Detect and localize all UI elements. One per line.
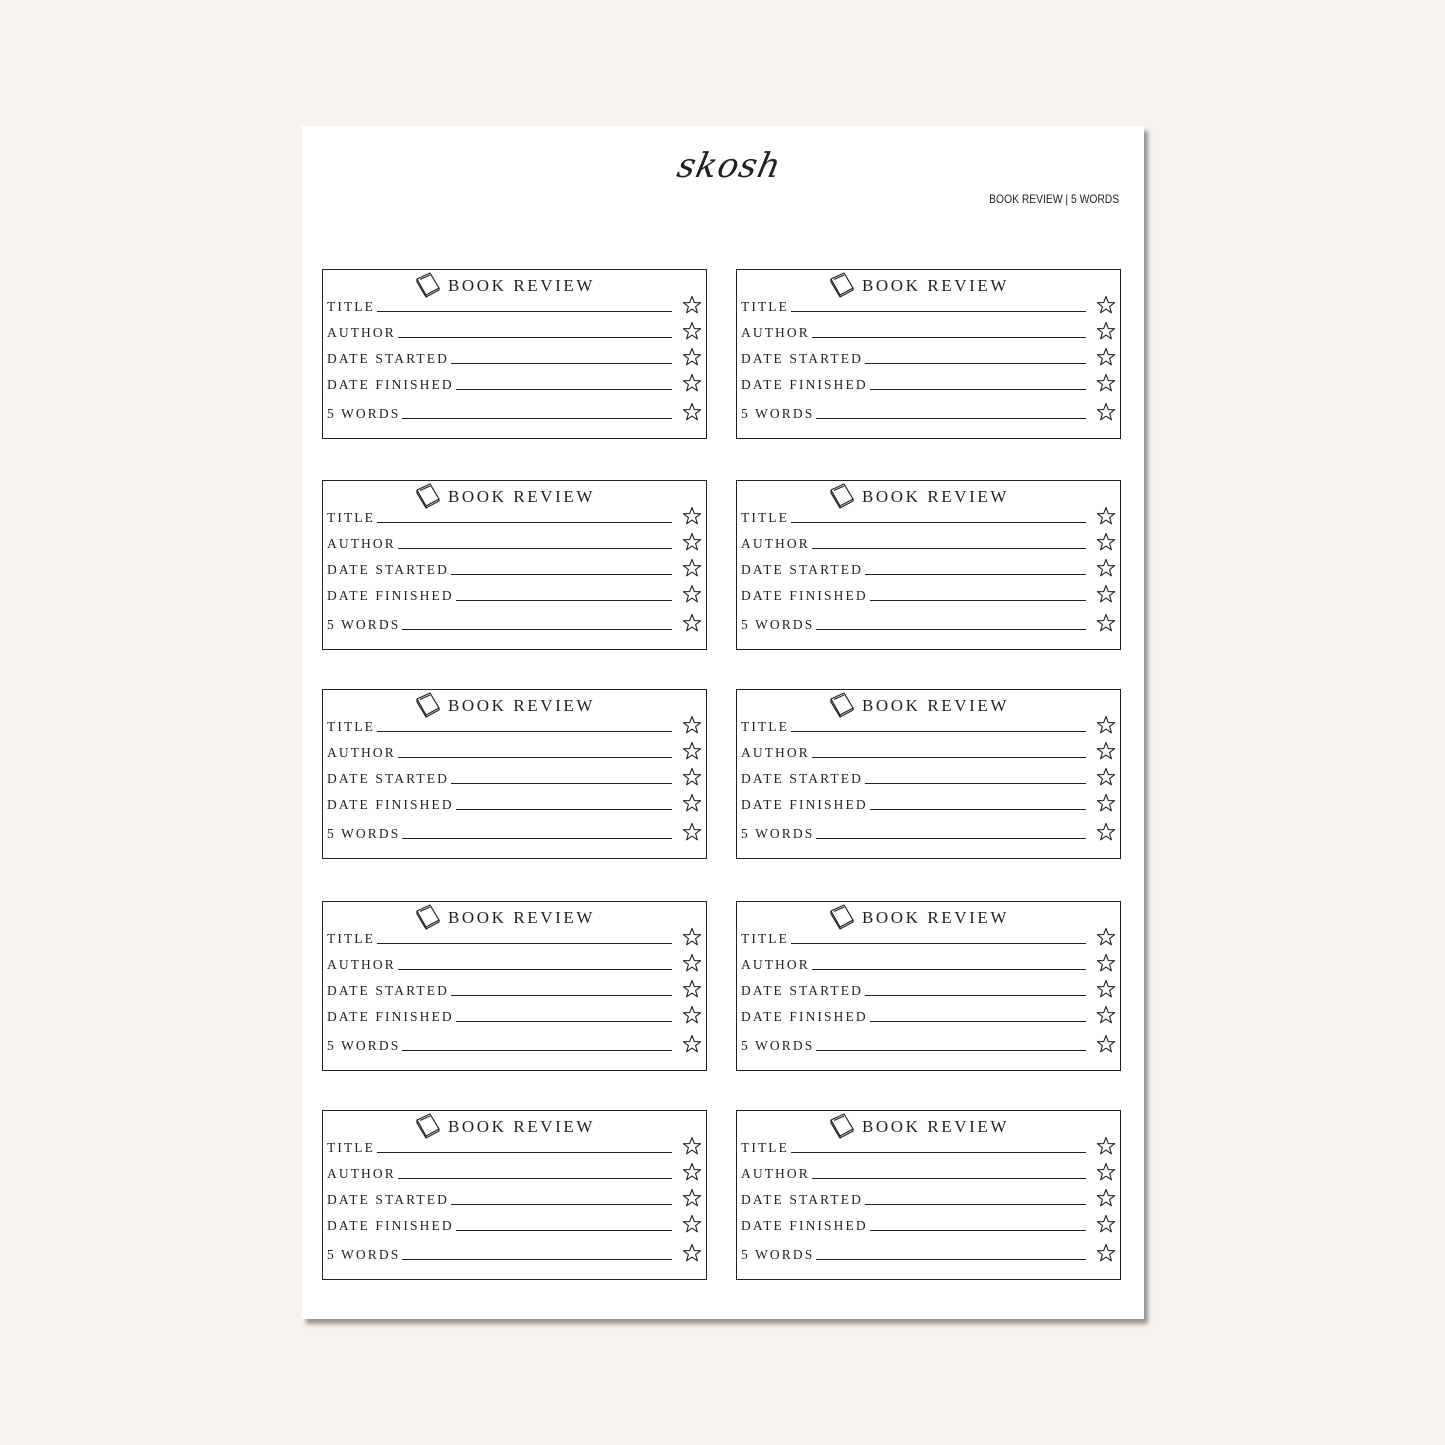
star-outline-icon[interactable] [682,1243,702,1263]
write-in-line[interactable] [791,943,1086,944]
card-title: BOOK REVIEW [861,908,1010,927]
star-outline-icon[interactable] [1096,767,1116,787]
book-review-card [736,1110,1121,1280]
review-field-row [327,710,702,736]
star-outline-icon[interactable] [682,715,702,735]
field-label: AUTHOR [327,745,396,760]
write-in-line[interactable] [865,363,1086,364]
field-label: AUTHOR [741,325,810,340]
card-title: BOOK REVIEW [861,696,1010,715]
book-review-card [736,480,1121,650]
review-field-row [327,1183,702,1209]
field-label: DATE STARTED [741,351,863,366]
star-outline-icon[interactable] [1096,321,1116,341]
star-outline-icon[interactable] [682,1162,702,1182]
write-in-line[interactable] [791,731,1086,732]
field-label: DATE FINISHED [327,797,454,812]
write-in-line[interactable] [816,1259,1086,1260]
card-title: BOOK REVIEW [861,276,1010,295]
star-outline-icon[interactable] [1096,953,1116,973]
book-review-card [322,689,707,859]
write-in-line[interactable] [791,522,1086,523]
write-in-line[interactable] [451,1204,672,1205]
card-title: BOOK REVIEW [861,1117,1010,1136]
write-in-line[interactable] [812,969,1086,970]
star-outline-icon[interactable] [682,506,702,526]
star-outline-icon[interactable] [682,558,702,578]
star-outline-icon[interactable] [682,373,702,393]
card-title: BOOK REVIEW [447,487,596,506]
field-label: 5 WORDS [741,826,815,841]
field-label: TITLE [741,931,789,946]
book-review-card [322,1110,707,1280]
star-outline-icon[interactable] [682,532,702,552]
write-in-line[interactable] [377,311,672,312]
field-label: TITLE [327,719,375,734]
field-label: AUTHOR [327,325,396,340]
field-label: DATE STARTED [741,1192,863,1207]
card-title: BOOK REVIEW [447,1117,596,1136]
star-outline-icon[interactable] [1096,613,1116,633]
sheet-subtitle: BOOK REVIEW | 5 WORDS [989,192,1119,206]
review-field-row [327,817,702,843]
book-review-card [736,901,1121,1071]
field-label: DATE STARTED [327,351,449,366]
brand-logo: skosh [673,146,786,186]
review-field-row [741,501,1116,527]
field-label: DATE STARTED [327,771,449,786]
card-title: BOOK REVIEW [447,908,596,927]
review-field-row [741,397,1116,423]
star-outline-icon[interactable] [1096,506,1116,526]
write-in-line[interactable] [377,522,672,523]
star-outline-icon[interactable] [682,584,702,604]
write-in-line[interactable] [451,574,672,575]
book-review-card [736,269,1121,439]
write-in-line[interactable] [791,1152,1086,1153]
book-review-card [322,901,707,1071]
review-field-row [327,1000,702,1026]
review-field-row [327,316,702,342]
star-outline-icon[interactable] [1096,347,1116,367]
write-in-line[interactable] [870,1230,1086,1231]
review-field-row [741,1209,1116,1235]
star-outline-icon[interactable] [1096,979,1116,999]
review-field-row [327,608,702,634]
field-label: DATE FINISHED [741,1218,868,1233]
star-outline-icon[interactable] [1096,1214,1116,1234]
write-in-line[interactable] [812,548,1086,549]
review-field-row [741,736,1116,762]
star-outline-icon[interactable] [1096,741,1116,761]
write-in-line[interactable] [398,969,672,970]
review-field-row [327,579,702,605]
field-label: AUTHOR [741,745,810,760]
book-review-card [322,480,707,650]
review-field-row [741,974,1116,1000]
review-field-row [741,1157,1116,1183]
write-in-line[interactable] [451,363,672,364]
review-field-row [741,342,1116,368]
review-field-row [327,342,702,368]
review-field-row [327,1209,702,1235]
field-label: 5 WORDS [741,617,815,632]
write-in-line[interactable] [816,1050,1086,1051]
star-outline-icon[interactable] [1096,532,1116,552]
star-outline-icon[interactable] [682,321,702,341]
star-outline-icon[interactable] [1096,584,1116,604]
field-label: DATE STARTED [327,983,449,998]
star-outline-icon[interactable] [1096,1136,1116,1156]
write-in-line[interactable] [451,995,672,996]
review-field-row [327,762,702,788]
field-label: 5 WORDS [327,617,401,632]
write-in-line[interactable] [402,838,672,839]
star-outline-icon[interactable] [682,793,702,813]
write-in-line[interactable] [402,1259,672,1260]
star-outline-icon[interactable] [682,822,702,842]
write-in-line[interactable] [865,1204,1086,1205]
field-label: DATE STARTED [327,562,449,577]
review-field-row [327,1029,702,1055]
field-label: TITLE [327,510,375,525]
field-label: DATE FINISHED [327,377,454,392]
review-field-row [327,788,702,814]
star-outline-icon[interactable] [1096,1005,1116,1025]
star-outline-icon[interactable] [682,347,702,367]
write-in-line[interactable] [870,809,1086,810]
star-outline-icon[interactable] [1096,373,1116,393]
review-field-row [741,762,1116,788]
star-outline-icon[interactable] [1096,822,1116,842]
star-outline-icon[interactable] [682,927,702,947]
star-outline-icon[interactable] [1096,793,1116,813]
write-in-line[interactable] [812,1178,1086,1179]
field-label: 5 WORDS [327,1247,401,1262]
field-label: 5 WORDS [327,1038,401,1053]
field-label: 5 WORDS [741,1038,815,1053]
star-outline-icon[interactable] [1096,715,1116,735]
write-in-line[interactable] [870,600,1086,601]
star-outline-icon[interactable] [682,979,702,999]
card-title: BOOK REVIEW [447,696,596,715]
review-field-row [741,1000,1116,1026]
review-field-row [741,608,1116,634]
star-outline-icon[interactable] [1096,1162,1116,1182]
star-outline-icon[interactable] [682,953,702,973]
card-title: BOOK REVIEW [447,276,596,295]
write-in-line[interactable] [398,1178,672,1179]
write-in-line[interactable] [865,783,1086,784]
star-outline-icon[interactable] [682,295,702,315]
write-in-line[interactable] [402,418,672,419]
review-field-row [327,1238,702,1264]
review-field-row [327,290,702,316]
star-outline-icon[interactable] [682,613,702,633]
star-outline-icon[interactable] [1096,927,1116,947]
field-label: DATE FINISHED [327,1218,454,1233]
write-in-line[interactable] [870,1021,1086,1022]
review-field-row [327,368,702,394]
review-field-row [327,1131,702,1157]
field-label: TITLE [327,931,375,946]
star-outline-icon[interactable] [1096,295,1116,315]
review-field-row [327,527,702,553]
write-in-line[interactable] [816,418,1086,419]
field-label: DATE FINISHED [327,588,454,603]
review-field-row [741,290,1116,316]
field-label: AUTHOR [741,957,810,972]
star-outline-icon[interactable] [682,767,702,787]
field-label: DATE STARTED [327,1192,449,1207]
field-label: TITLE [741,299,789,314]
review-field-row [327,948,702,974]
field-label: AUTHOR [327,536,396,551]
field-label: TITLE [741,1140,789,1155]
review-field-row [327,736,702,762]
write-in-line[interactable] [398,757,672,758]
field-label: TITLE [327,299,375,314]
star-outline-icon[interactable] [1096,402,1116,422]
write-in-line[interactable] [451,783,672,784]
review-field-row [327,501,702,527]
write-in-line[interactable] [816,838,1086,839]
card-title: BOOK REVIEW [861,487,1010,506]
planner-sheet [302,126,1144,1319]
star-outline-icon[interactable] [1096,558,1116,578]
star-outline-icon[interactable] [682,1188,702,1208]
write-in-line[interactable] [456,389,672,390]
field-label: 5 WORDS [327,826,401,841]
field-label: DATE FINISHED [741,1009,868,1024]
write-in-line[interactable] [402,629,672,630]
field-label: DATE FINISHED [327,1009,454,1024]
field-label: DATE STARTED [741,562,863,577]
review-field-row [741,1238,1116,1264]
review-field-row [327,397,702,423]
field-label: AUTHOR [741,536,810,551]
book-review-card [736,689,1121,859]
write-in-line[interactable] [377,943,672,944]
review-field-row [741,553,1116,579]
write-in-line[interactable] [456,1021,672,1022]
write-in-line[interactable] [870,389,1086,390]
review-field-row [741,817,1116,843]
review-field-row [741,527,1116,553]
review-field-row [327,922,702,948]
review-field-row [741,368,1116,394]
field-label: TITLE [327,1140,375,1155]
write-in-line[interactable] [377,731,672,732]
review-field-row [741,710,1116,736]
review-field-row [741,788,1116,814]
write-in-line[interactable] [816,629,1086,630]
write-in-line[interactable] [865,995,1086,996]
star-outline-icon[interactable] [682,1136,702,1156]
review-field-row [741,948,1116,974]
write-in-line[interactable] [398,337,672,338]
star-outline-icon[interactable] [1096,1188,1116,1208]
review-field-row [327,1157,702,1183]
write-in-line[interactable] [791,311,1086,312]
field-label: AUTHOR [327,957,396,972]
field-label: AUTHOR [741,1166,810,1181]
review-field-row [741,1131,1116,1157]
review-field-row [741,1029,1116,1055]
review-field-row [741,579,1116,605]
write-in-line[interactable] [812,337,1086,338]
write-in-line[interactable] [377,1152,672,1153]
review-field-row [741,1183,1116,1209]
field-label: DATE FINISHED [741,588,868,603]
field-label: 5 WORDS [741,1247,815,1262]
field-label: DATE FINISHED [741,377,868,392]
star-outline-icon[interactable] [1096,1034,1116,1054]
write-in-line[interactable] [812,757,1086,758]
star-outline-icon[interactable] [682,402,702,422]
review-field-row [327,553,702,579]
write-in-line[interactable] [456,600,672,601]
star-outline-icon[interactable] [682,1214,702,1234]
field-label: DATE STARTED [741,771,863,786]
star-outline-icon[interactable] [682,1005,702,1025]
write-in-line[interactable] [456,809,672,810]
field-label: DATE STARTED [741,983,863,998]
book-review-card [322,269,707,439]
field-label: 5 WORDS [741,406,815,421]
field-label: TITLE [741,719,789,734]
field-label: DATE FINISHED [741,797,868,812]
review-field-row [327,974,702,1000]
review-field-row [741,316,1116,342]
field-label: TITLE [741,510,789,525]
star-outline-icon[interactable] [682,741,702,761]
field-label: AUTHOR [327,1166,396,1181]
star-outline-icon[interactable] [682,1034,702,1054]
write-in-line[interactable] [865,574,1086,575]
write-in-line[interactable] [456,1230,672,1231]
field-label: 5 WORDS [327,406,401,421]
star-outline-icon[interactable] [1096,1243,1116,1263]
write-in-line[interactable] [402,1050,672,1051]
write-in-line[interactable] [398,548,672,549]
review-field-row [741,922,1116,948]
